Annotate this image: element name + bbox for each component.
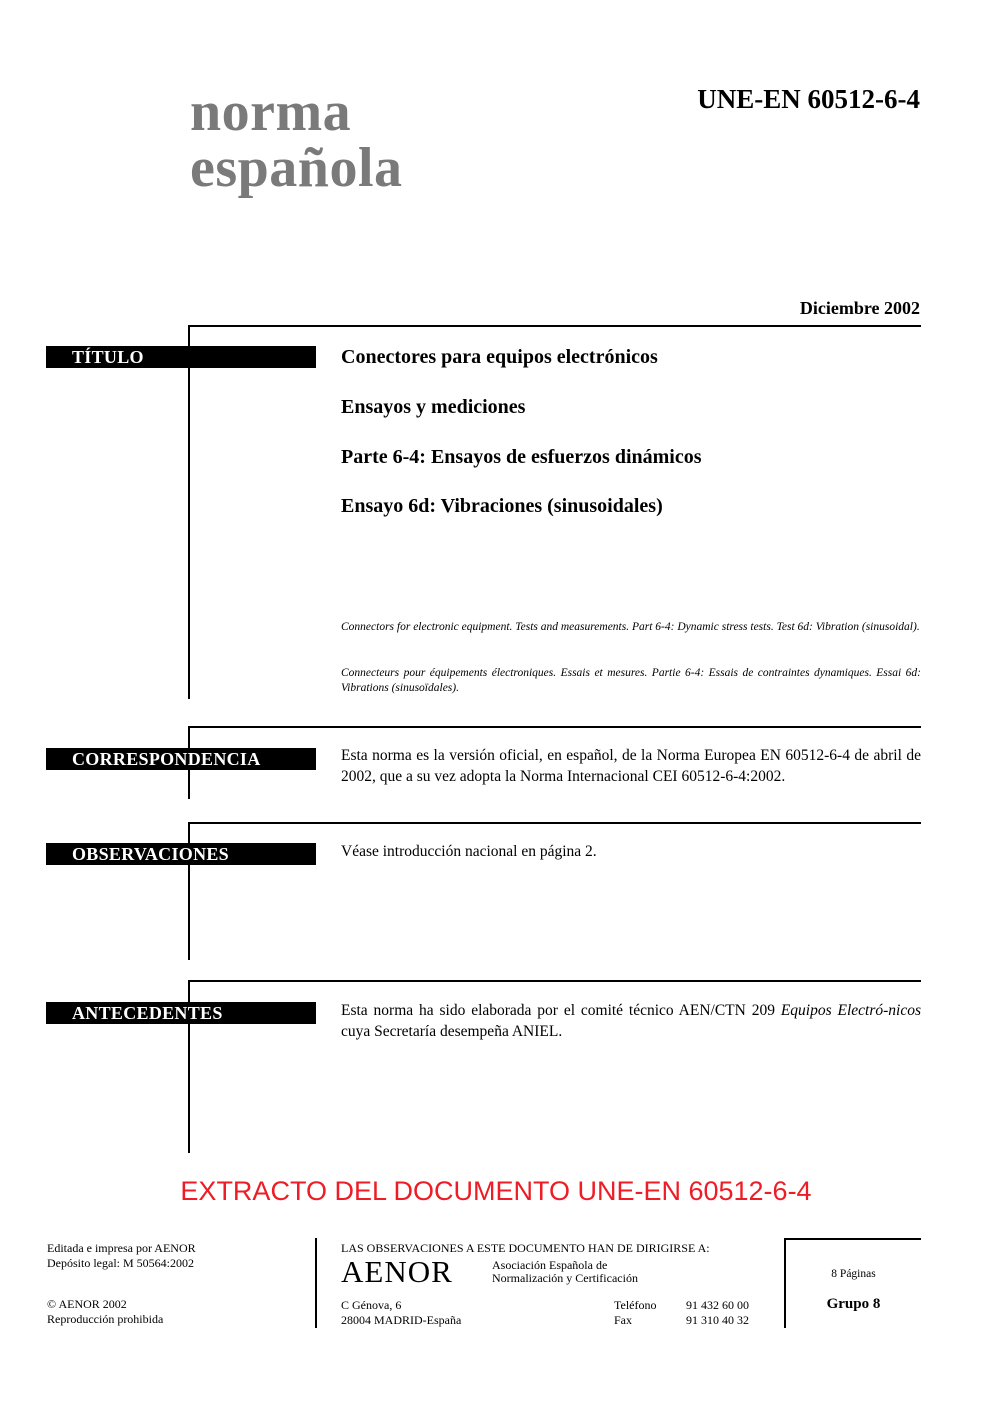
edited-by: Editada e impresa por AENOR [47,1241,196,1255]
antecedentes-text-before: Esta norma ha sido elaborada por el comité técnico AEN/CTN 209 [341,1002,781,1019]
title-line-4: Ensayo 6d: Vibraciones (sinusoidales) [341,495,663,517]
titulo-vertical-rule [188,325,190,699]
observaciones-text: Véase introducción nacional en página 2. [341,843,597,860]
address [341,1298,461,1328]
title-line-1: Conectores para equipos electrónicos [341,346,658,368]
title-line-3: Parte 6-4: Ensayos de esfuerzos dinámicos [341,446,702,468]
extract-banner: EXTRACTO DEL DOCUMENTO UNE-EN 60512-6-4 [180,1176,812,1206]
observaciones-top-rule [188,822,921,824]
address-line-2: 28004 MADRID-España [341,1313,462,1327]
contact-values [686,1298,749,1328]
grupo: Grupo 8 [826,1296,881,1312]
titulo-top-rule [188,325,921,327]
address-line-1: C Génova, 6 [341,1298,402,1312]
footer-divider-right [784,1238,786,1328]
title-english: Connectors for electronic equipment. Tests and measurements. Part 6-4: Dynamic stress tests. Test 6d: Vibration (sinusoidal). [341,621,920,633]
correspondencia-label: CORRESPONDENCIA [46,748,316,770]
title-line-2: Ensayos y mediciones [341,396,526,418]
titulo-label: TÍTULO [46,346,316,368]
standard-code: UNE-EN 60512-6-4 [697,84,920,114]
telefono-label: Teléfono [614,1298,657,1312]
antecedentes-text-italic: Equipos Electró-nicos [780,1002,921,1019]
norma-espanola-logo [190,81,403,199]
fax-label: Fax [614,1313,632,1327]
antecedentes-label: ANTECEDENTES [46,1002,316,1024]
publication-date: Diciembre 2002 [799,298,920,318]
fax-value: 91 310 40 32 [686,1313,749,1327]
aenor-logo: AENOR [341,1254,453,1289]
antecedentes-text-after: cuya Secretaría desempeña ANIEL. [341,1023,563,1040]
asociacion-line-2: Normalización y Certificación [492,1271,638,1285]
telefono-value: 91 432 60 00 [686,1298,749,1312]
correspondencia-text: Esta norma es la versión oficial, en español, de la Norma Europea EN 60512-6-4 de abril de 2002, que a su vez adopta la Norma Internacional CEI 60512-6-4:2002. [341,747,921,785]
title-french: Connecteurs pour équipements électroniques. Essais et mesures. Partie 6-4: Essais de contraintes dynamiques. Essai 6d: Vibrations (sinusoïdales). [341,667,921,694]
asociacion-name [492,1259,638,1285]
espanola-line: española [190,137,403,199]
contact-labels [614,1298,656,1328]
correspondencia-top-rule [188,726,921,728]
reproduccion: Reproducción prohibida [47,1312,164,1326]
antecedentes-top-rule [188,980,921,982]
norma-line: norma [190,81,352,143]
page-count: 8 Páginas [831,1268,876,1280]
copyright: © AENOR 2002 [47,1297,127,1311]
observaciones-label: OBSERVACIONES [46,843,316,865]
deposito-legal: Depósito legal: M 50564:2002 [47,1256,194,1270]
footer-box-top-rule [784,1238,921,1240]
observaciones-heading: LAS OBSERVACIONES A ESTE DOCUMENTO HAN DE DIRIGIRSE A: [341,1241,710,1255]
footer-left [47,1241,307,1327]
antecedentes-text [341,1000,921,1042]
asociacion-line-1: Asociación Española de [492,1258,608,1272]
footer-divider-left [315,1238,317,1328]
